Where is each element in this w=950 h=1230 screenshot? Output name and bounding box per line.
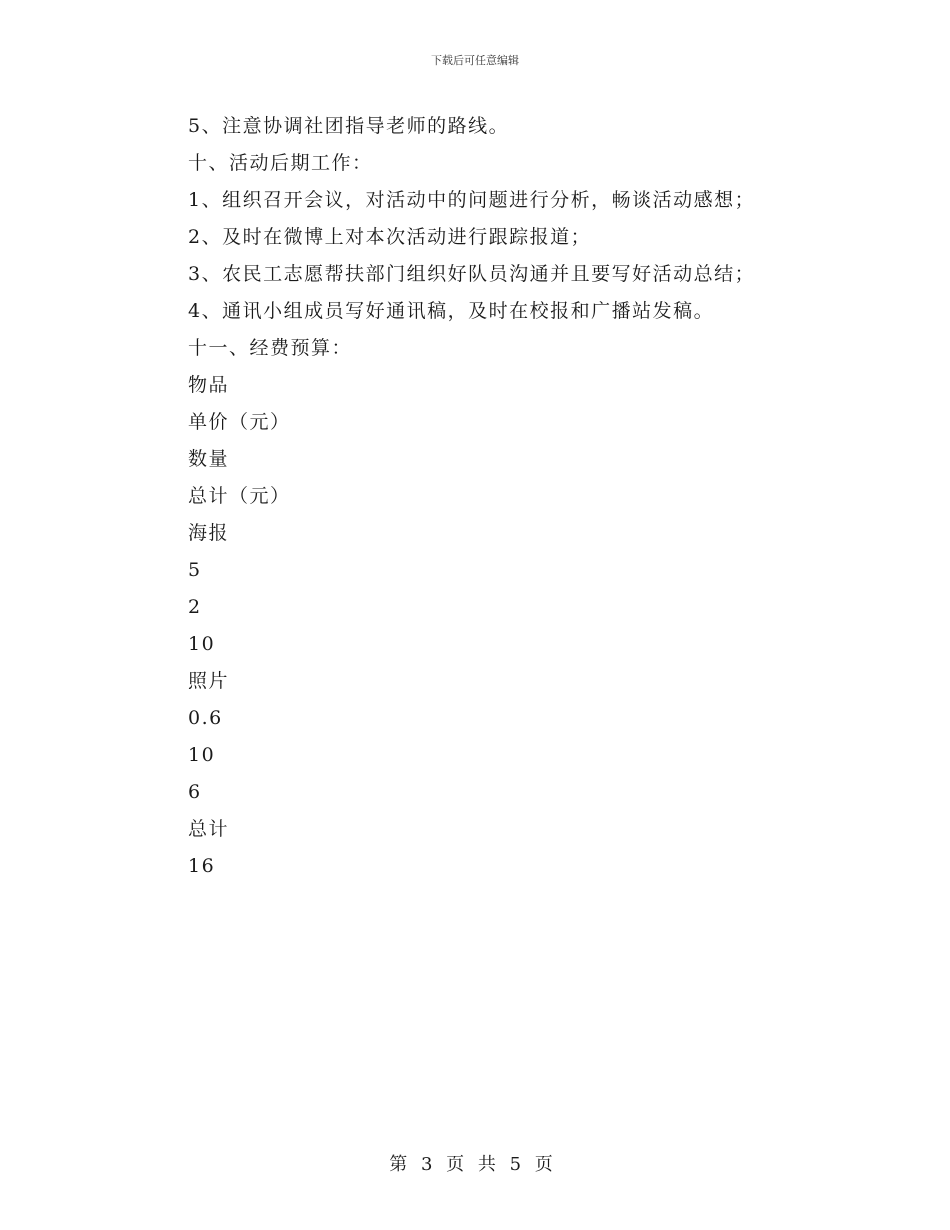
- page-footer: [0, 1154, 950, 1176]
- budget-cell: 0.6: [188, 707, 223, 729]
- budget-cell: 6: [188, 781, 202, 803]
- page-header: [0, 54, 950, 68]
- budget-cell: 2: [188, 596, 202, 618]
- budget-cell: 物品: [188, 374, 230, 396]
- budget-cell: 16: [188, 855, 216, 877]
- header-text: 下载后可任意编辑: [431, 54, 519, 67]
- budget-cell: 海报: [188, 522, 230, 544]
- text-line: 5、注意协调社团指导老师的路线。: [188, 115, 510, 137]
- budget-cell: 总计: [188, 818, 230, 840]
- footer-total-prefix: 共: [477, 1154, 496, 1175]
- section-heading: 十、活动后期工作：: [188, 152, 373, 174]
- budget-cell: 10: [188, 744, 216, 766]
- footer-total-label: 页: [534, 1154, 553, 1175]
- text-line: 3、农民工志愿帮扶部门组织好队员沟通并且要写好活动总结；: [188, 263, 756, 285]
- footer-page-number: 3: [420, 1154, 433, 1175]
- text-line: 4、通讯小组成员写好通讯稿，及时在校报和广播站发稿。: [188, 300, 715, 322]
- budget-cell: 照片: [188, 670, 230, 692]
- text-line: 1、组织召开会议，对活动中的问题进行分析，畅谈活动感想；: [188, 189, 756, 211]
- footer-total-number: 5: [509, 1154, 522, 1175]
- budget-cell: 单价（元）: [188, 411, 291, 433]
- budget-cell: 5: [188, 559, 202, 581]
- section-heading: 十一、经费预算：: [188, 337, 353, 359]
- budget-cell: 10: [188, 633, 216, 655]
- budget-cell: 数量: [188, 448, 230, 470]
- budget-cell: 总计（元）: [188, 485, 291, 507]
- text-line: 2、及时在微博上对本次活动进行跟踪报道；: [188, 226, 592, 248]
- document-body: [188, 108, 808, 885]
- footer-page-label: 页: [446, 1154, 465, 1175]
- footer-prefix: 第: [389, 1154, 408, 1175]
